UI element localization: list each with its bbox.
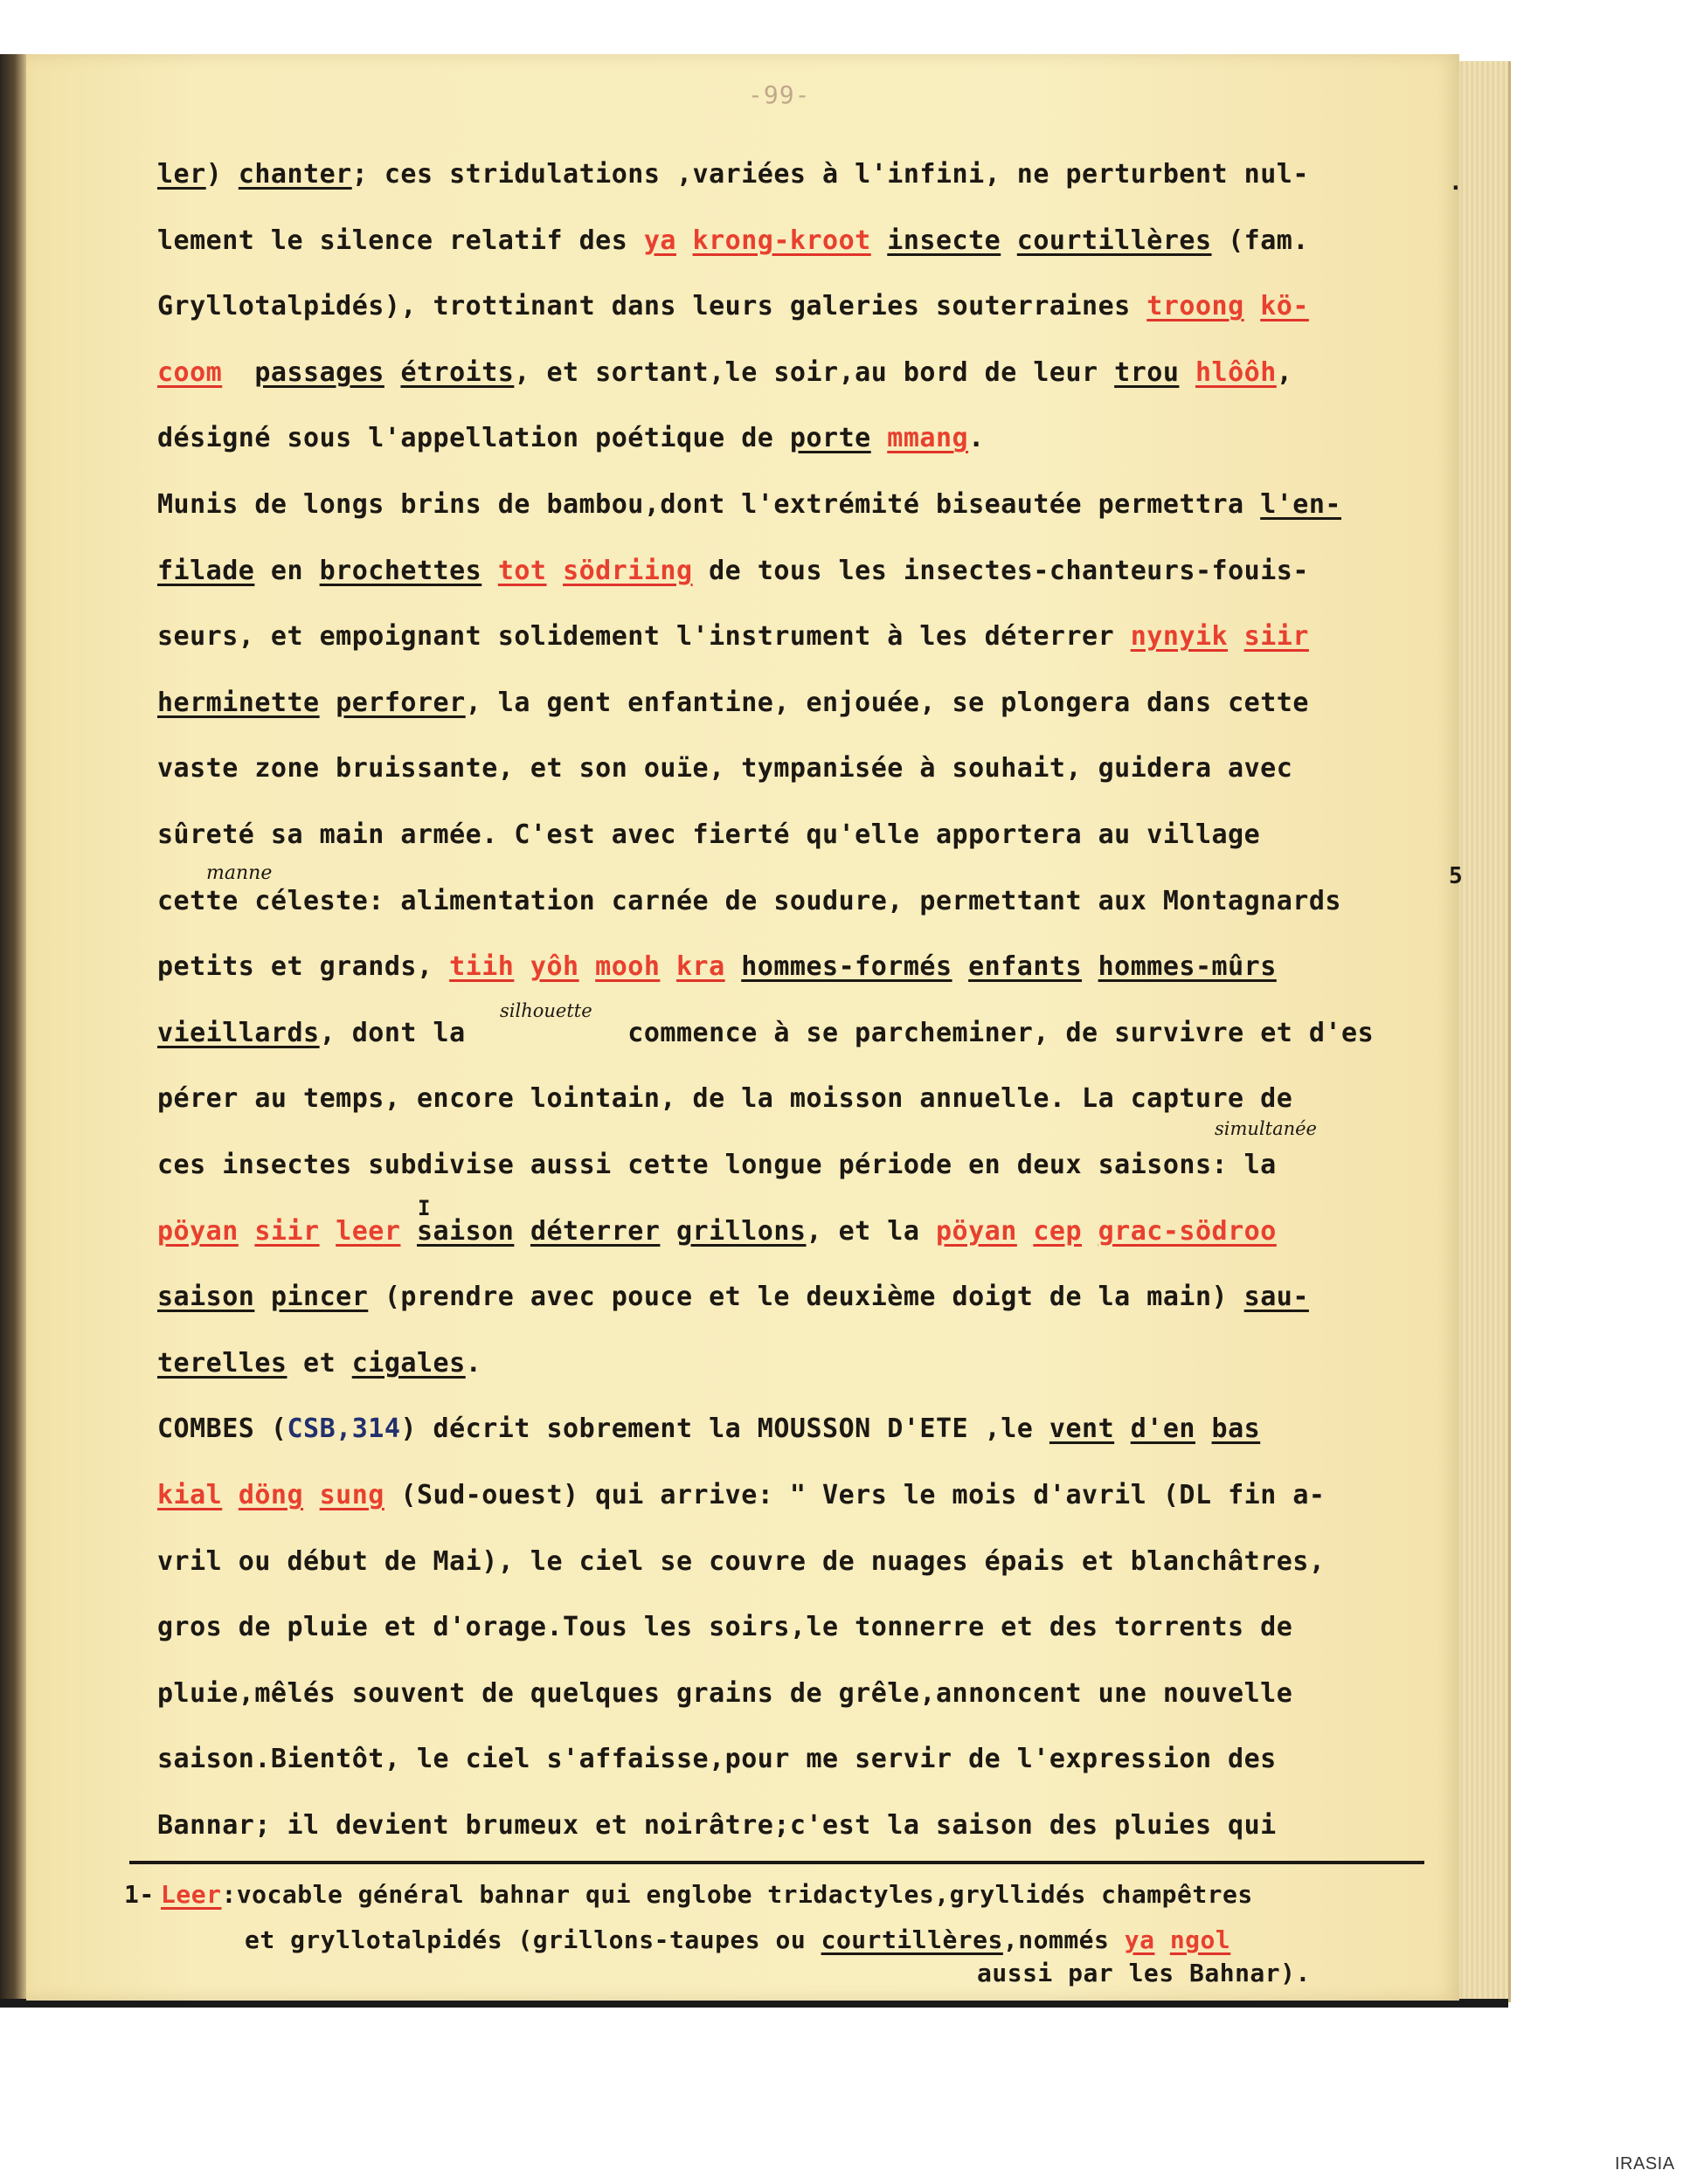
vernacular-term: södriing <box>563 555 693 586</box>
text-run <box>303 1480 320 1510</box>
text-line <box>157 1612 1292 1642</box>
underlined-term: courtillères <box>1016 225 1212 256</box>
underlined-term: vent <box>1049 1413 1115 1445</box>
text-line <box>157 688 1309 718</box>
underlined-term: porte <box>789 423 871 454</box>
text-run <box>222 1480 239 1510</box>
text-line <box>157 159 1309 190</box>
text-line <box>157 423 985 453</box>
underlined-term: courtillères <box>821 1925 1003 1954</box>
underlined-term: hommes-formés <box>741 951 952 983</box>
text-line <box>157 886 1341 916</box>
text-run: Munis de longs brins de bambou,dont l'extrémité biseautée permettra <box>157 489 1261 520</box>
text-run <box>400 1216 417 1247</box>
vernacular-term: kra <box>675 951 725 983</box>
underlined-term: saison <box>157 1282 255 1313</box>
underlined-term: herminette <box>157 687 320 718</box>
text-run: pluie,mêlés souvent de quelques grains de grêle,annoncent une nouvelle <box>157 1677 1293 1709</box>
handwritten-insertion-silhouette: silhouette <box>500 1000 592 1021</box>
text-line <box>157 1282 1309 1312</box>
page-stack-edge <box>1459 61 1511 2002</box>
text-run: ,nommés <box>1002 1925 1125 1954</box>
vernacular-term: sung <box>319 1480 384 1510</box>
text-run <box>725 951 742 982</box>
text-run <box>514 951 530 982</box>
margin-mark: 5 <box>1449 863 1463 889</box>
text-run: , et la <box>806 1215 936 1247</box>
text-run <box>676 225 693 256</box>
text-run: petits et grands, <box>157 951 450 983</box>
vernacular-term: mmang <box>887 423 969 454</box>
text-line <box>157 1744 1277 1774</box>
vernacular-term: kö- <box>1260 291 1309 322</box>
text-run: , dont la commence à se parcheminer, de survivre et d'es <box>319 1017 1375 1048</box>
vernacular-term: yôh <box>530 951 579 983</box>
text-run <box>384 357 401 388</box>
vernacular-term: Leer <box>161 1880 222 1909</box>
text-run: (Sud-ouest) qui arrive: " Vers le mois d'avril (DL fin a- <box>384 1480 1326 1510</box>
underlined-term: chanter <box>238 159 352 190</box>
text-run <box>1228 621 1244 652</box>
text-run: . <box>968 423 985 454</box>
underlined-term: bas <box>1211 1413 1261 1445</box>
text-run: Gryllotalpidés), trottinant dans leurs galeries souterraines <box>157 291 1147 322</box>
text-run <box>1195 1413 1212 1444</box>
text-run: vril ou début de Mai), le ciel se couvre de nuages épais et blanchâtres, <box>157 1545 1326 1577</box>
text-run: et gryllotalpidés (grillons-taupes ou <box>245 1925 821 1954</box>
text-line <box>157 951 1277 982</box>
text-line <box>157 1018 1374 1048</box>
citation-ref: CSB,314 <box>287 1413 401 1445</box>
footnote-line <box>245 1925 1230 1954</box>
underlined-term: l'en- <box>1260 489 1341 520</box>
underlined-term: grillons <box>676 1215 807 1247</box>
text-line <box>157 1348 481 1379</box>
vernacular-term: krong-kroot <box>692 225 871 256</box>
underlined-term: cigales <box>351 1347 466 1379</box>
underlined-term: sau- <box>1243 1282 1309 1313</box>
vernacular-term: ngol <box>1169 1925 1231 1954</box>
text-run: vaste zone bruissante, et son ouïe, tympanisée à souhait, guidera avec <box>157 753 1293 784</box>
underlined-term: vieillards <box>157 1017 320 1048</box>
underlined-term: insecte <box>887 225 1001 256</box>
text-line <box>157 1413 1260 1444</box>
text-run <box>1179 357 1195 388</box>
text-run <box>254 1282 271 1312</box>
vernacular-term: kial <box>157 1480 223 1510</box>
text-run: cette céleste: alimentation carnée de soudure, permettant aux Montagnards <box>157 885 1341 916</box>
underlined-term: hommes-mûrs <box>1098 951 1277 983</box>
text-run <box>871 225 888 256</box>
text-run: lement le silence relatif des <box>157 225 644 256</box>
handwritten-insertion-simultanee: simultanée <box>1215 1118 1317 1139</box>
text-run: (prendre avec pouce et le deuxième doigt de la main) <box>368 1282 1244 1313</box>
text-run: gros de pluie et d'orage.Tous les soirs,le tonnerre et des torrents de <box>157 1612 1293 1643</box>
underlined-term: pincer <box>270 1282 369 1313</box>
underlined-term: saison <box>417 1215 515 1247</box>
vernacular-term: ya <box>643 225 676 256</box>
underlined-term: brochettes <box>319 555 482 586</box>
vernacular-term: döng <box>238 1480 304 1510</box>
text-run <box>1244 291 1261 321</box>
text-run <box>320 1216 336 1247</box>
vernacular-term: pöyan <box>936 1215 1017 1247</box>
text-line <box>157 225 1309 256</box>
text-run <box>660 1216 676 1247</box>
text-run: :vocable général bahnar qui englobe tridactyles,gryllidés champêtres <box>221 1880 1253 1909</box>
vernacular-term: cep <box>1033 1215 1083 1247</box>
footnote-divider <box>129 1861 1424 1864</box>
vernacular-term: tiih <box>449 951 515 983</box>
text-run: COMBES ( <box>157 1413 287 1445</box>
margin-mark: . <box>1449 169 1463 196</box>
text-line <box>157 819 1260 850</box>
left-page-edge <box>0 54 26 2001</box>
vernacular-term: troong <box>1146 291 1244 322</box>
text-run: sûreté sa main armée. C'est avec fierté qu'elle apportera au village <box>157 819 1261 850</box>
underlined-term: trou <box>1114 356 1180 388</box>
vernacular-term: grac-södroo <box>1098 1215 1277 1247</box>
text-run: , et sortant,le soir,au bord de leur <box>514 356 1115 388</box>
text-run: . <box>465 1347 482 1379</box>
text-line <box>157 1216 1277 1247</box>
text-run <box>1082 951 1098 982</box>
text-run: ) décrit sobrement la MOUSSON D'ETE ,le <box>400 1413 1049 1445</box>
vernacular-term: siir <box>1243 621 1309 653</box>
text-run <box>871 423 888 453</box>
text-run: aussi par les Bahnar). <box>977 1959 1311 1987</box>
underlined-term: terelles <box>157 1347 287 1379</box>
vernacular-term: hlôôh <box>1195 356 1277 388</box>
text-run: pérer au temps, encore lointain, de la moisson annuelle. La capture de <box>157 1083 1293 1115</box>
text-run: ces insectes subdivise aussi cette longue période en deux saisons: la <box>157 1150 1277 1180</box>
footnote-line <box>161 1880 1253 1909</box>
text-run <box>1082 1216 1098 1247</box>
text-run: saison.Bientôt, le ciel s'affaisse,pour me servir de l'expression des <box>157 1744 1277 1775</box>
text-line <box>157 291 1309 321</box>
text-run: , <box>1276 356 1293 388</box>
text-line <box>157 1480 1325 1510</box>
underlined-term: d'en <box>1130 1413 1195 1445</box>
text-run: désigné sous l'appellation poétique de <box>157 423 790 454</box>
text-run <box>1017 1216 1034 1247</box>
text-line <box>157 1810 1277 1841</box>
underlined-term: ler <box>157 159 206 190</box>
footnote-reference-mark: I <box>418 1196 431 1220</box>
handwritten-insertion-manne: manne <box>206 862 273 884</box>
vernacular-term: mooh <box>595 951 661 983</box>
text-run <box>320 688 336 718</box>
underlined-term: déterrer <box>530 1215 661 1247</box>
text-run: ) <box>205 159 239 190</box>
text-line <box>157 357 1292 388</box>
text-run: et <box>287 1347 352 1379</box>
vernacular-term: nynyik <box>1130 621 1229 653</box>
text-run: en <box>254 555 320 586</box>
footnote-line <box>977 1959 1311 1987</box>
underlined-term: étroits <box>400 356 515 388</box>
text-line <box>157 489 1341 520</box>
vernacular-term: tot <box>497 555 547 586</box>
vernacular-term: pöyan <box>157 1215 239 1247</box>
text-line <box>157 1150 1277 1180</box>
text-run <box>481 556 498 586</box>
text-run <box>1154 1925 1169 1954</box>
text-run <box>1114 1413 1131 1444</box>
text-line <box>157 1678 1292 1709</box>
vernacular-term: ya <box>1124 1925 1155 1954</box>
text-run <box>547 556 564 586</box>
text-run <box>239 1216 255 1247</box>
text-line <box>157 621 1309 652</box>
text-run <box>1001 225 1017 256</box>
underlined-term: perforer <box>336 687 466 718</box>
vernacular-term: leer <box>336 1215 401 1247</box>
text-run <box>222 357 254 388</box>
text-run: , la gent enfantine, enjouée, se plongera dans cette <box>465 687 1309 718</box>
vernacular-term: coom <box>157 356 223 388</box>
underlined-term: passages <box>254 356 384 388</box>
text-run: de tous les insectes-chanteurs-fouis- <box>692 555 1309 586</box>
text-run <box>660 951 676 982</box>
text-line <box>157 1546 1325 1577</box>
page-number: -99- <box>748 80 811 109</box>
text-line <box>157 1083 1292 1114</box>
text-line <box>157 753 1292 784</box>
text-run: (fam. <box>1211 225 1309 256</box>
text-run <box>514 1216 530 1247</box>
text-run <box>952 951 969 982</box>
underlined-term: filade <box>157 555 255 586</box>
text-run: ; ces stridulations ,variées à l'infini, ne perturbent nul- <box>351 159 1309 190</box>
underlined-term: enfants <box>968 951 1083 983</box>
footnote-number: 1- <box>124 1880 155 1909</box>
text-line <box>157 556 1309 586</box>
watermark-text: IRASIA <box>1615 2154 1675 2174</box>
text-run <box>579 951 596 982</box>
text-run: Bannar; il devient brumeux et noirâtre;c'est la saison des pluies qui <box>157 1810 1277 1841</box>
text-run: seurs, et empoignant solidement l'instrument à les déterrer <box>157 621 1131 653</box>
vernacular-term: siir <box>254 1215 320 1247</box>
